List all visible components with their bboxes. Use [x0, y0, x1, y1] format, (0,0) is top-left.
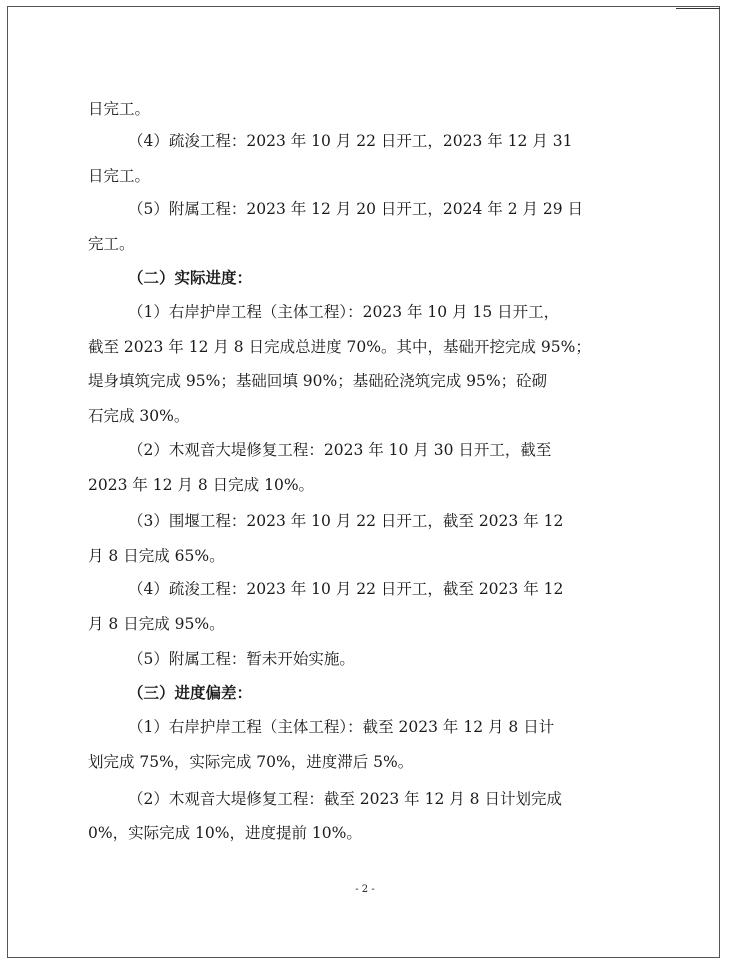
text-line: 截至 2023 年 12 月 8 日完成总进度 70%。其中，基础开挖完成 95%； — [88, 338, 591, 356]
text-line: （4）疏浚工程：2023 年 10 月 22 日开工，截至 2023 年 12 — [128, 580, 564, 598]
text-line: （5）附属工程：暂未开始实施。 — [128, 650, 355, 668]
text-line: 堤身填筑完成 95%；基础回填 90%；基础砼浇筑完成 95%；砼砌 — [88, 372, 548, 390]
text-line: （1）右岸护岸工程（主体工程）：截至 2023 年 12 月 8 日计 — [128, 718, 555, 736]
text-line: 日完工。 — [88, 167, 151, 185]
text-line: 月 8 日完成 95%。 — [88, 615, 225, 633]
text-line: 0%，实际完成 10%，进度提前 10%。 — [88, 824, 362, 842]
text-line: （1）右岸护岸工程（主体工程）：2023 年 10 月 15 日开工， — [128, 303, 560, 321]
corner-mark — [676, 8, 720, 9]
text-line: 划完成 75%，实际完成 70%，进度滞后 5%。 — [88, 753, 414, 771]
text-line: 完工。 — [88, 235, 135, 253]
text-line: 月 8 日完成 65%。 — [88, 547, 225, 565]
text-line: 日完工。 — [88, 100, 151, 118]
text-line: （2）木观音大堤修复工程：截至 2023 年 12 月 8 日计划完成 — [128, 790, 562, 808]
text-line: 石完成 30%。 — [88, 407, 190, 425]
text-line: 2023 年 12 月 8 日完成 10%。 — [88, 476, 315, 494]
section-heading: （三）进度偏差： — [128, 683, 253, 702]
text-line: （2）木观音大堤修复工程：2023 年 10 月 30 日开工，截至 — [128, 441, 552, 459]
text-line: （4）疏浚工程：2023 年 10 月 22 日开工，2023 年 12 月 31 — [128, 132, 573, 150]
page-number: - 2 - — [355, 884, 375, 895]
section-heading: （二）实际进度： — [128, 268, 253, 287]
text-line: （3）围堰工程：2023 年 10 月 22 日开工，截至 2023 年 12 — [128, 512, 564, 530]
text-line: （5）附属工程：2023 年 12 月 20 日开工，2024 年 2 月 29 日 — [128, 200, 584, 218]
